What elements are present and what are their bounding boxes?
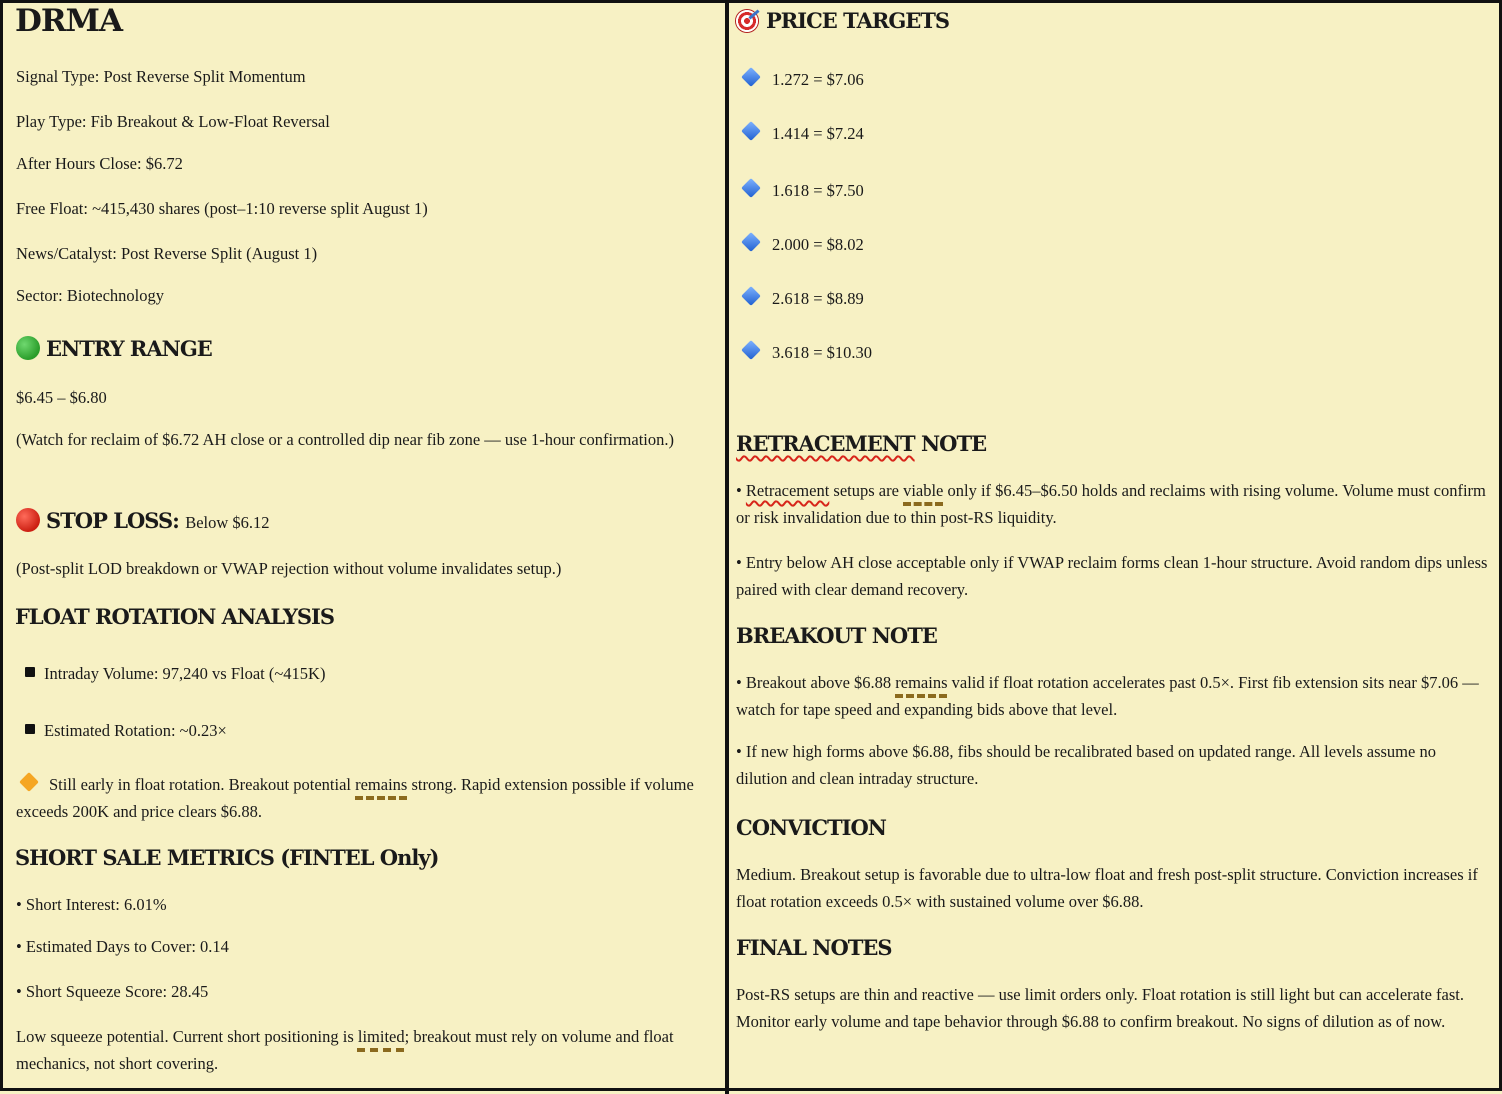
stop-loss-heading xyxy=(16,507,270,537)
blue-diamond-icon xyxy=(741,178,761,198)
entry-range-value: $6.45 – $6.80 xyxy=(16,388,107,407)
conviction-text: Medium. Breakout setup is favorable due to ultra-low float and fresh post-split structure. Conviction increases if float rotation exceeds 0.5× with sustained volume over $6.88. xyxy=(736,865,1478,911)
signal-type: Signal Type: Post Reverse Split Momentum xyxy=(16,67,306,86)
price-target-text: 3.618 = $10.30 xyxy=(772,343,873,362)
breakout-p1-pre: • Breakout above $6.88 xyxy=(736,673,896,692)
short-sale-note xyxy=(16,1023,711,1077)
price-target-item xyxy=(738,285,864,312)
final-notes-text: Post-RS setups are thin and reactive — use limit orders only. Float rotation is still light but can accelerate fast. Monitor early volume and tape behavior through $6.88 to confirm breakout. No signs of dilution as of now. xyxy=(736,985,1464,1031)
grammar-mark-viable: viable xyxy=(903,481,944,500)
entry-range-heading xyxy=(16,335,212,363)
retracement-p1-mid: setups are xyxy=(829,481,904,500)
final-notes-heading: FINAL NOTES xyxy=(736,935,892,960)
short-sale-note-part2: ; breakout must rely on volume and float mechanics, not short covering. xyxy=(16,1027,674,1073)
sector: Sector: Biotechnology xyxy=(16,286,165,305)
short-squeeze-score: • Short Squeeze Score: 28.45 xyxy=(16,982,209,1001)
column-divider xyxy=(725,3,729,1094)
short-sale-heading: SHORT SALE METRICS (FINTEL Only) xyxy=(15,845,439,870)
estimated-rotation xyxy=(25,717,227,744)
ticker-title: DRMA xyxy=(15,3,123,39)
price-target-text: 1.618 = $7.50 xyxy=(772,181,864,200)
price-target-text: 2.618 = $8.89 xyxy=(772,289,864,308)
stop-loss-note: (Post-split LOD breakdown or VWAP rejection without volume invalidates setup.) xyxy=(16,559,562,578)
spelling-mark-retracement-heading: RETRACEMENT xyxy=(736,431,915,456)
breakout-heading: BREAKOUT NOTE xyxy=(736,623,937,648)
orange-diamond-icon xyxy=(19,772,39,792)
short-interest: • Short Interest: 6.01% xyxy=(16,895,167,914)
green-circle-icon xyxy=(16,336,40,360)
retracement-paragraph-1 xyxy=(736,477,1491,531)
spelling-mark-retracement: Retracement xyxy=(745,481,830,500)
entry-range-note: (Watch for reclaim of $6.72 AH close or a controlled dip near fib zone — use 1-hour confirmation.) xyxy=(16,430,674,449)
estimated-rotation-text: Estimated Rotation: ~0.23× xyxy=(44,721,227,740)
price-target-text: 2.000 = $8.02 xyxy=(772,235,864,254)
black-square-icon xyxy=(25,724,35,734)
blue-diamond-icon xyxy=(741,286,761,306)
blue-diamond-icon xyxy=(741,121,761,141)
red-circle-icon xyxy=(16,508,40,532)
short-sale-note-part1: Low squeeze potential. Current short positioning is xyxy=(16,1027,358,1046)
conviction-heading: CONVICTION xyxy=(736,815,886,840)
target-icon xyxy=(736,10,758,32)
stop-loss-value: Below $6.12 xyxy=(185,513,270,532)
breakout-p1-post: valid if float rotation accelerates past 0.5×. First fib extension sits near $7.06 — watch for tape speed and expanding bids above that level. xyxy=(736,673,1479,719)
price-targets-heading-text: PRICE TARGETS xyxy=(766,8,950,33)
grammar-mark-remains: remains xyxy=(895,673,948,692)
black-square-icon xyxy=(25,667,35,677)
blue-diamond-icon xyxy=(741,340,761,360)
intraday-volume xyxy=(25,660,325,687)
stop-loss-heading-text: STOP LOSS: xyxy=(46,508,179,533)
retracement-paragraph-2: • Entry below AH close acceptable only if VWAP reclaim forms clean 1-hour structure. Avoid random dips unless paired with clear demand recovery. xyxy=(736,553,1488,599)
news-catalyst: News/Catalyst: Post Reverse Split (August 1) xyxy=(16,244,318,263)
price-target-item xyxy=(738,231,864,258)
float-rotation-heading: FLOAT ROTATION ANALYSIS xyxy=(15,604,335,629)
retracement-heading xyxy=(736,430,986,458)
price-targets-heading xyxy=(736,7,949,35)
price-target-item xyxy=(738,120,864,147)
price-target-text: 1.272 = $7.06 xyxy=(772,70,864,89)
price-target-item xyxy=(738,339,872,366)
after-hours-close: After Hours Close: $6.72 xyxy=(16,154,183,173)
float-rotation-note-part1: Still early in float rotation. Breakout potential xyxy=(49,775,356,794)
grammar-mark-remains: remains xyxy=(355,775,408,794)
days-to-cover: • Estimated Days to Cover: 0.14 xyxy=(16,937,229,956)
price-target-item xyxy=(738,177,864,204)
blue-diamond-icon xyxy=(741,232,761,252)
breakout-paragraph-2: • If new high forms above $6.88, fibs should be recalibrated based on updated range. All levels assume no dilution and clean intraday structure. xyxy=(736,742,1436,788)
play-type: Play Type: Fib Breakout & Low-Float Reversal xyxy=(16,112,330,131)
bullet: • xyxy=(736,481,746,500)
price-target-text: 1.414 = $7.24 xyxy=(772,124,864,143)
entry-range-heading-text: ENTRY RANGE xyxy=(46,336,212,361)
grammar-mark-limited: limited xyxy=(357,1027,405,1046)
blue-diamond-icon xyxy=(741,67,761,87)
breakout-paragraph-1 xyxy=(736,669,1491,723)
price-target-item xyxy=(738,66,864,93)
float-rotation-note-part2: strong. Rapid extension possible if volume exceeds 200K and price clears $6.88. xyxy=(16,775,694,821)
float-rotation-note xyxy=(16,771,706,825)
intraday-volume-text: Intraday Volume: 97,240 vs Float (~415K) xyxy=(44,664,326,683)
free-float: Free Float: ~415,430 shares (post–1:10 reverse split August 1) xyxy=(16,199,428,218)
retracement-heading-rest: NOTE xyxy=(914,431,987,456)
retracement-p1-post: only if $6.45–$6.50 holds and reclaims with rising volume. Volume must confirm or risk invalidation due to thin post-RS liquidity. xyxy=(736,481,1486,527)
